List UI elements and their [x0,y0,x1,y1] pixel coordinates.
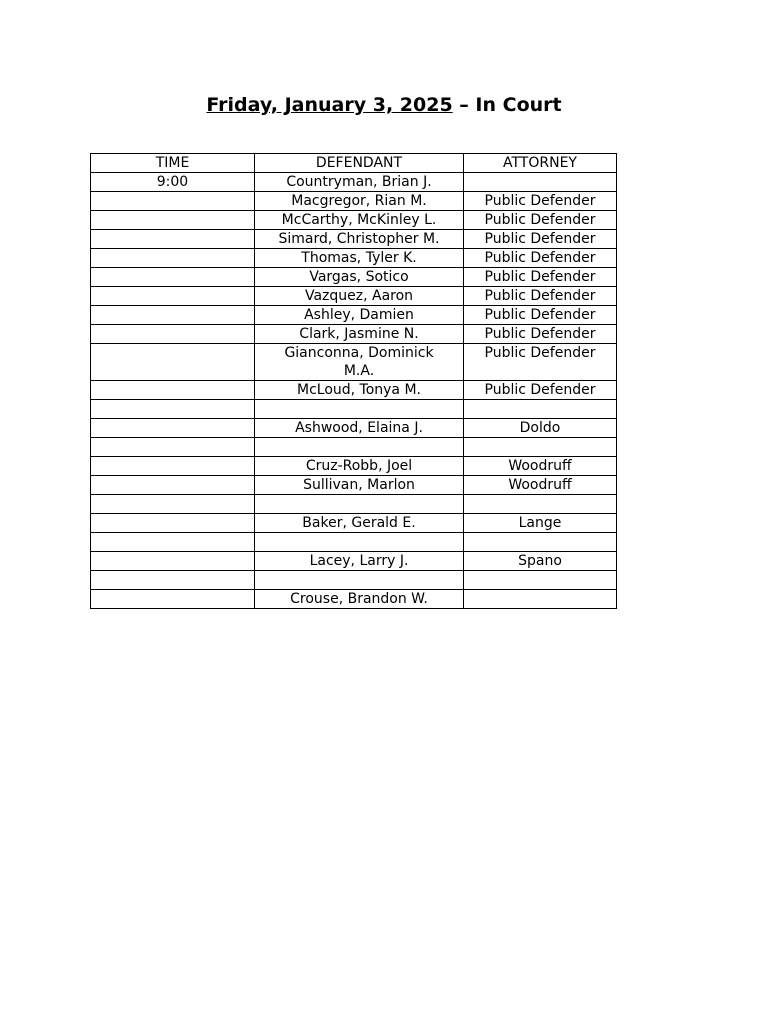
table-row [91,325,617,344]
defendant-cell: Ashley, Damien [255,306,464,325]
page-title [0,92,768,118]
time-cell [91,249,255,268]
time-cell [91,230,255,249]
table-row [91,533,617,552]
attorney-cell: Public Defender [464,344,617,381]
attorney-cell [464,400,617,419]
time-cell [91,211,255,230]
attorney-cell [464,533,617,552]
table-row [91,173,617,192]
table-row [91,571,617,590]
defendant-cell: Vazquez, Aaron [255,287,464,306]
defendant-cell: Lacey, Larry J. [255,552,464,571]
time-cell [91,192,255,211]
attorney-cell: Public Defender [464,230,617,249]
column-header-attorney: ATTORNEY [464,154,617,173]
table-row [91,552,617,571]
time-cell [91,590,255,609]
time-cell [91,381,255,400]
attorney-cell [464,571,617,590]
defendant-cell: Thomas, Tyler K. [255,249,464,268]
table-row [91,249,617,268]
defendant-cell [255,438,464,457]
time-cell [91,344,255,381]
defendant-cell [255,533,464,552]
attorney-cell [464,173,617,192]
defendant-cell: Countryman, Brian J. [255,173,464,192]
table-row [91,438,617,457]
attorney-cell: Public Defender [464,381,617,400]
table-row [91,381,617,400]
defendant-cell: Baker, Gerald E. [255,514,464,533]
table-row [91,344,617,381]
attorney-cell: Woodruff [464,457,617,476]
table-row [91,268,617,287]
defendant-cell: Sullivan, Marlon [255,476,464,495]
time-cell [91,268,255,287]
column-header-time: TIME [91,154,255,173]
docket-table [90,153,617,609]
time-cell [91,476,255,495]
table-row [91,306,617,325]
table-row [91,514,617,533]
time-cell [91,400,255,419]
attorney-cell: Woodruff [464,476,617,495]
time-cell [91,533,255,552]
defendant-cell [255,400,464,419]
table-header-row [91,154,617,173]
time-cell [91,325,255,344]
attorney-cell: Public Defender [464,306,617,325]
table-row [91,476,617,495]
attorney-cell: Public Defender [464,287,617,306]
table-row [91,457,617,476]
attorney-cell [464,495,617,514]
table-row [91,590,617,609]
defendant-cell: Macgregor, Rian M. [255,192,464,211]
attorney-cell [464,438,617,457]
attorney-cell [464,590,617,609]
attorney-cell: Public Defender [464,325,617,344]
attorney-cell: Public Defender [464,249,617,268]
title-suffix: – In Court [452,94,562,116]
table-row [91,211,617,230]
defendant-cell: Simard, Christopher M. [255,230,464,249]
table-row [91,230,617,249]
table-row [91,495,617,514]
time-cell [91,306,255,325]
table-row [91,419,617,438]
attorney-cell: Public Defender [464,268,617,287]
time-cell [91,495,255,514]
attorney-cell: Lange [464,514,617,533]
time-cell [91,438,255,457]
attorney-cell: Spano [464,552,617,571]
time-cell: 9:00 [91,173,255,192]
time-cell [91,457,255,476]
attorney-cell: Public Defender [464,211,617,230]
table-row [91,400,617,419]
defendant-cell [255,495,464,514]
time-cell [91,514,255,533]
defendant-cell: Crouse, Brandon W. [255,590,464,609]
defendant-cell [255,571,464,590]
defendant-cell: Gianconna, Dominick M.A. [255,344,464,381]
column-header-defendant: DEFENDANT [255,154,464,173]
time-cell [91,571,255,590]
defendant-cell: Ashwood, Elaina J. [255,419,464,438]
table-row [91,192,617,211]
defendant-cell: Cruz-Robb, Joel [255,457,464,476]
defendant-cell: Vargas, Sotico [255,268,464,287]
time-cell [91,552,255,571]
attorney-cell: Doldo [464,419,617,438]
defendant-cell: McLoud, Tonya M. [255,381,464,400]
title-date: Friday, January 3, 2025 [206,94,453,116]
defendant-cell: Clark, Jasmine N. [255,325,464,344]
attorney-cell: Public Defender [464,192,617,211]
defendant-cell: McCarthy, McKinley L. [255,211,464,230]
time-cell [91,287,255,306]
time-cell [91,419,255,438]
table-row [91,287,617,306]
